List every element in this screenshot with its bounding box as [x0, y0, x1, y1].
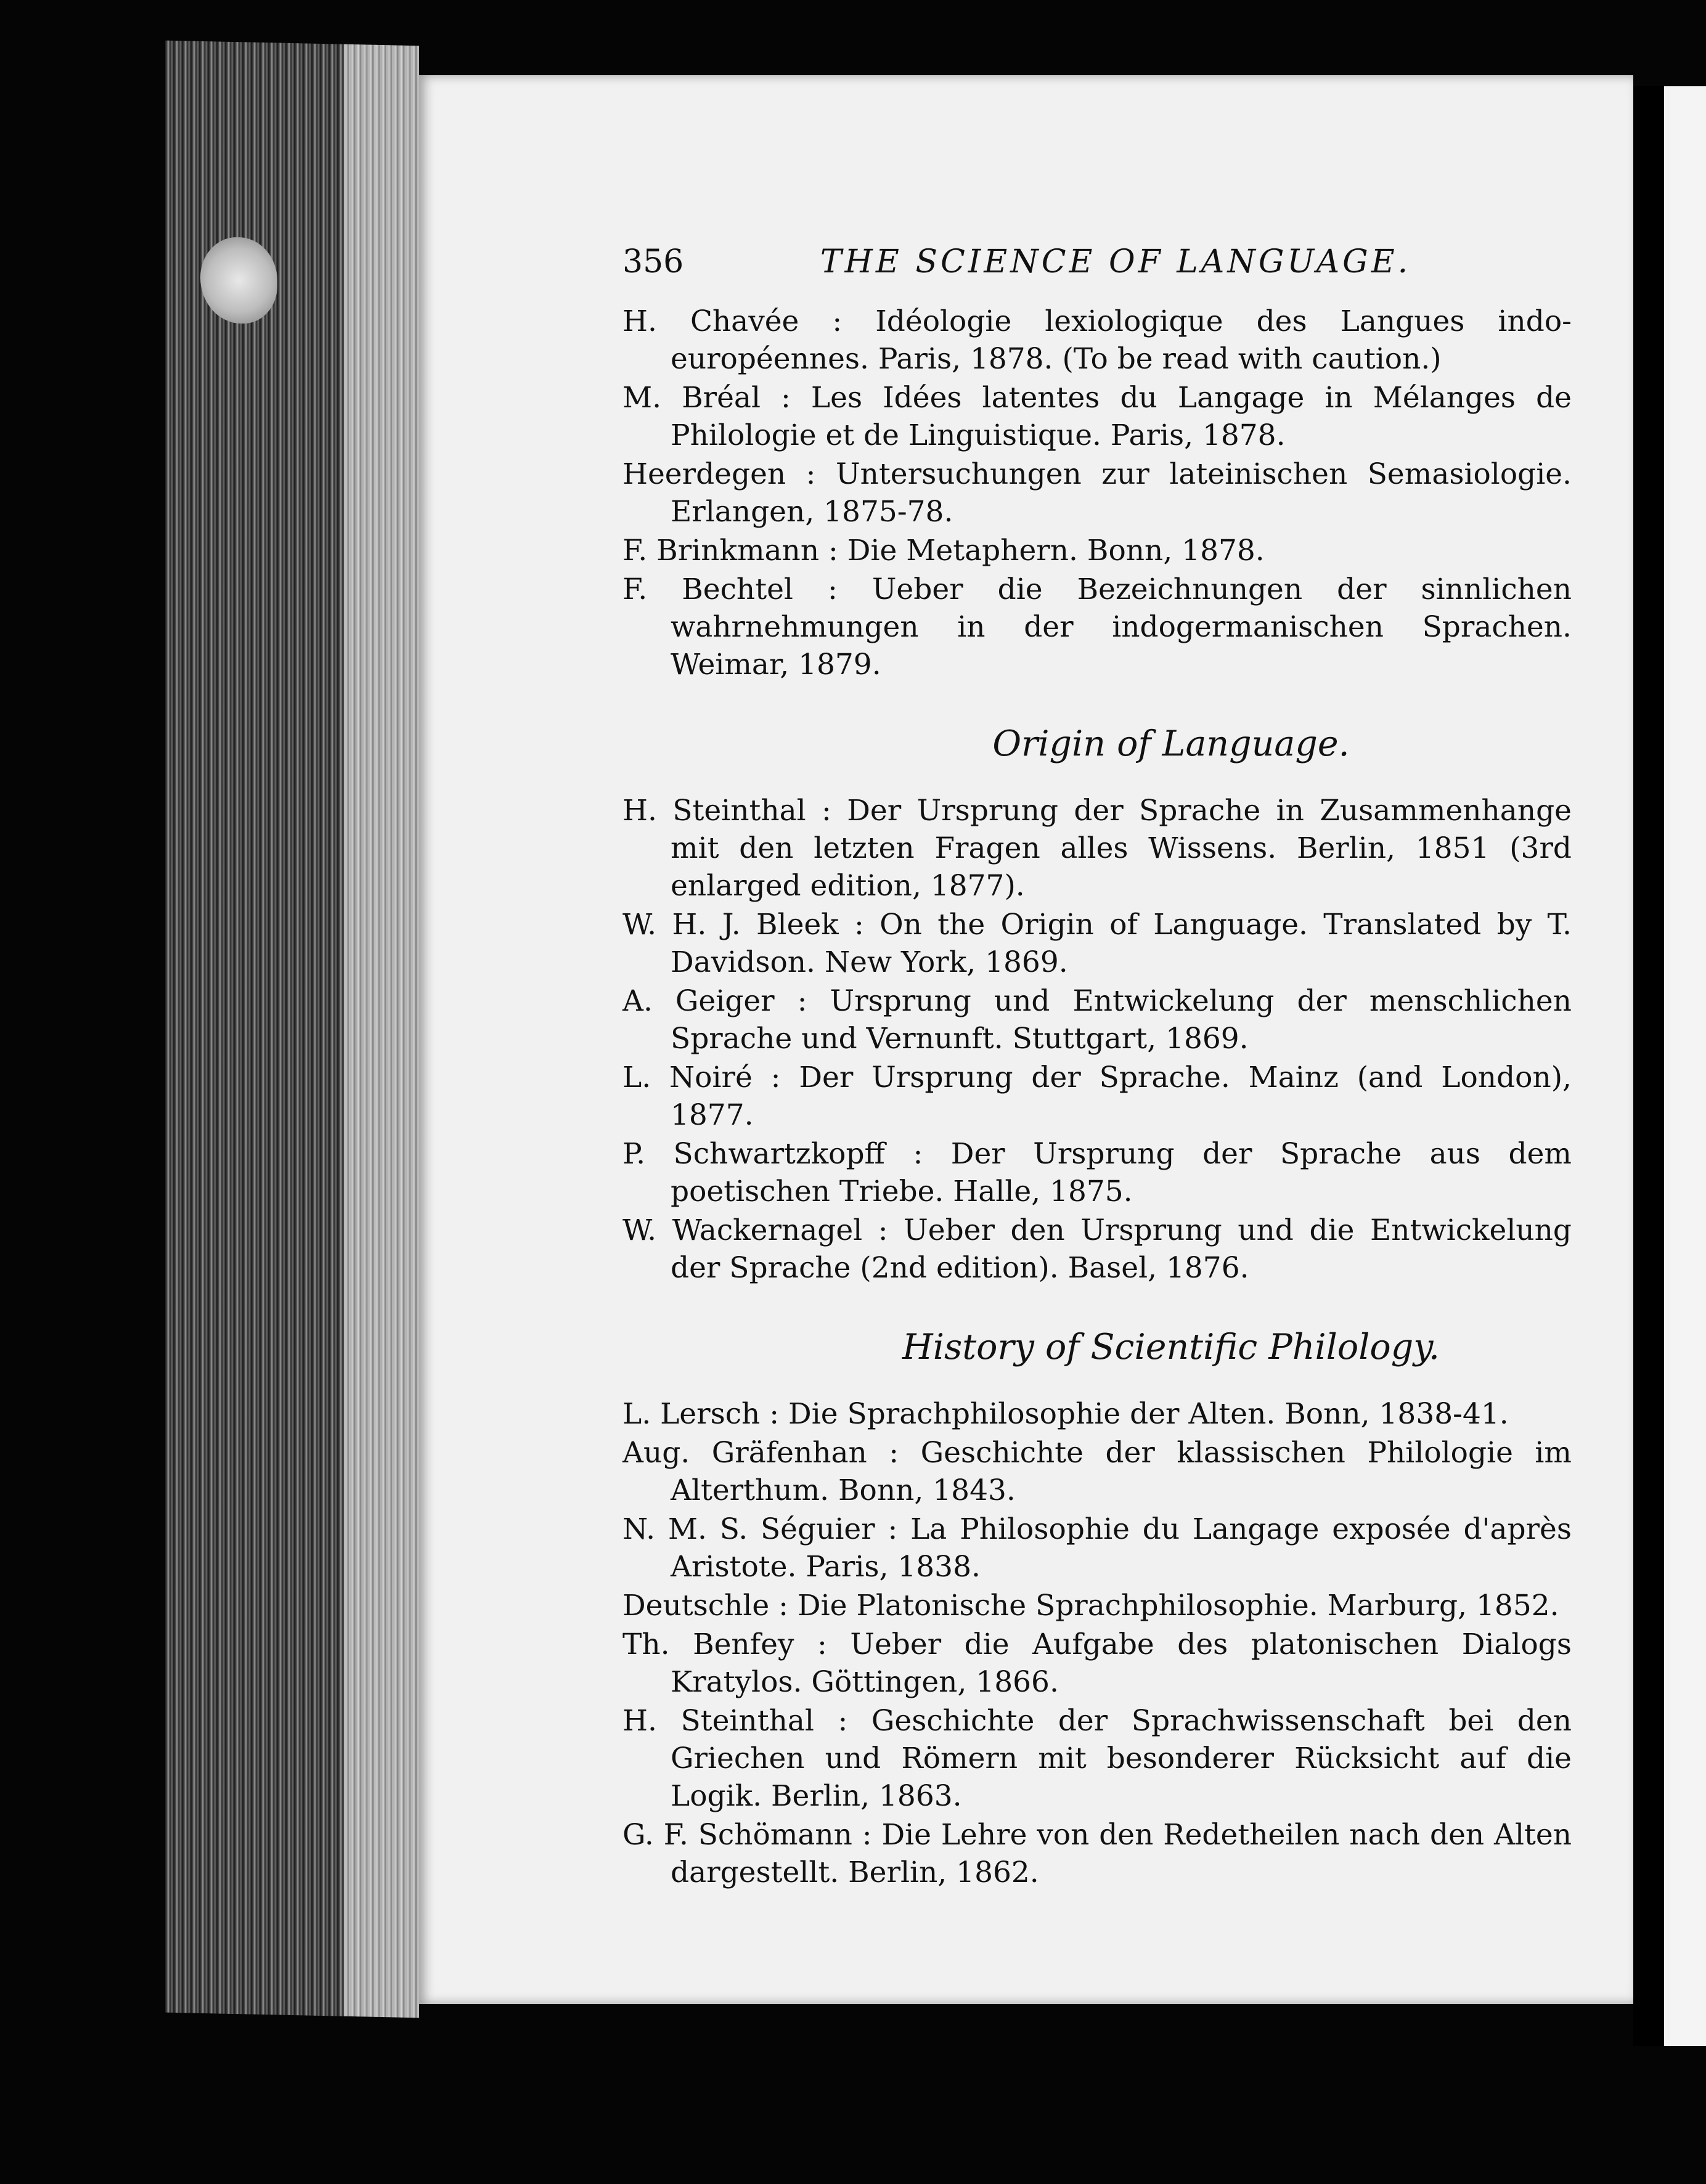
bibliography-entry: H. Steinthal : Der Ursprung der Sprache in Zusammenhange mit den letzten Fragen alles Wissens. Berlin, 1851 (3rd enlarged edition, 1877). — [622, 794, 1572, 903]
bibliography-entry: W. H. J. Bleek : On the Origin of Language. Translated by T. Davidson. New York, 1869. — [622, 908, 1572, 979]
page-content — [622, 243, 1572, 1893]
page-header — [622, 243, 1572, 303]
bibliography-entry: L. Noiré : Der Ursprung der Sprache. Mainz (and London), 1877. — [622, 1061, 1572, 1132]
bibliography-entry: Deutschle : Die Platonische Sprachphilosophie. Marburg, 1852. — [622, 1589, 1559, 1623]
bibliography-entry: M. Bréal : Les Idées latentes du Langage in Mélanges de Philologie et de Linguistique. Paris, 1878. — [622, 381, 1572, 452]
bibliography-entry: Aug. Gräfenhan : Geschichte der klassischen Philologie im Alterthum. Bonn, 1843. — [622, 1436, 1572, 1507]
bibliography-entry: F. Bechtel : Ueber die Bezeichnungen der sinnlichen wahrnehmungen in der indogermanischen Sprachen. Weimar, 1879. — [622, 572, 1572, 682]
bibliography-entry: N. M. S. Séguier : La Philosophie du Langage exposée d'après Aristote. Paris, 1838. — [622, 1512, 1572, 1584]
facing-page-edge — [1664, 86, 1706, 2046]
bibliography-entry: W. Wackernagel : Ueber den Ursprung und die Entwickelung der Sprache (2nd edition). Basel, 1876. — [622, 1213, 1572, 1285]
bibliography-entry: Th. Benfey : Ueber die Aufgabe des platonischen Dialogs Kratylos. Göttingen, 1866. — [622, 1628, 1572, 1699]
page-number: 356 — [622, 243, 684, 280]
section-heading-history: History of Scientific Philology. — [902, 1327, 1440, 1367]
book-page-edges — [165, 41, 419, 2018]
bibliography-entry: A. Geiger : Ursprung und Entwickelung der menschlichen Sprache und Vernunft. Stuttgart, 1869. — [622, 984, 1572, 1056]
bibliography-entry: H. Chavée : Idéologie lexiologique des Langues indo-européennes. Paris, 1878. (To be read with caution.) — [622, 304, 1572, 376]
bibliography-entry: F. Brinkmann : Die Metaphern. Bonn, 1878. — [622, 534, 1265, 568]
bibliography-entry: P. Schwartzkopff : Der Ursprung der Sprache aus dem poetischen Triebe. Halle, 1875. — [622, 1137, 1572, 1208]
bibliography-entry: G. F. Schömann : Die Lehre von den Redetheilen nach den Alten dargestellt. Berlin, 1862. — [622, 1818, 1572, 1889]
running-title: THE SCIENCE OF LANGUAGE. — [820, 243, 1411, 280]
bibliography-entry: H. Steinthal : Geschichte der Sprachwissenschaft bei den Griechen und Römern mit besonderer Rücksicht auf die Logik. Berlin, 1863. — [622, 1704, 1572, 1813]
page-gutter-shadow — [1633, 86, 1664, 2046]
bibliography-entry: L. Lersch : Die Sprachphilosophie der Alten. Bonn, 1838-41. — [622, 1397, 1509, 1431]
section-heading-origin: Origin of Language. — [992, 723, 1350, 764]
bibliography-entry: Heerdegen : Untersuchungen zur lateinischen Semasiologie. Erlangen, 1875-78. — [622, 457, 1572, 529]
